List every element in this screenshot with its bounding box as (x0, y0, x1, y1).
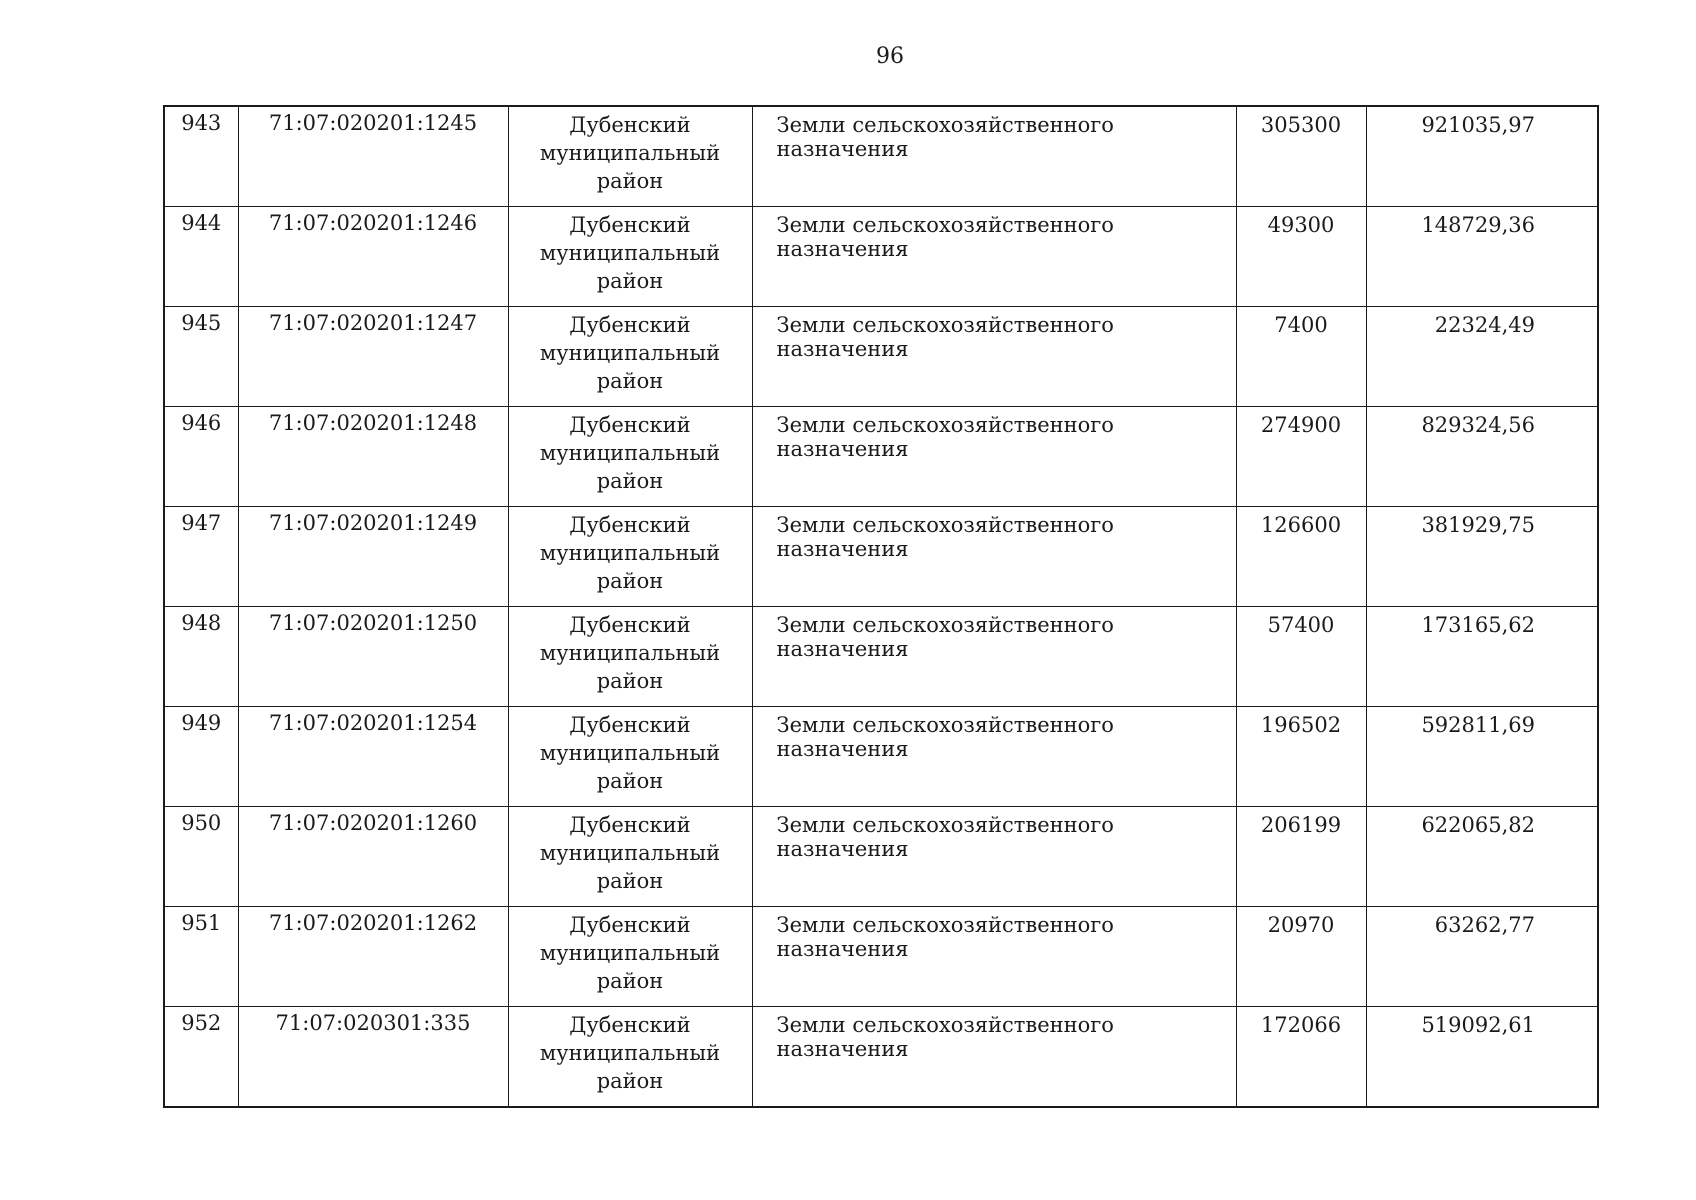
land-category-cell: Земли сельскохозяйственного назначения (752, 607, 1236, 707)
row-number-cell: 952 (164, 1007, 238, 1108)
cadastral-cost-cell: 592811,69 (1366, 707, 1598, 807)
district-cell (508, 907, 752, 1007)
cadastral-cost-cell: 622065,82 (1366, 807, 1598, 907)
cadastral-cost-cell: 173165,62 (1366, 607, 1598, 707)
area-cell: 196502 (1236, 707, 1366, 807)
district-line: Дубенский (569, 413, 691, 437)
row-number-cell: 944 (164, 207, 238, 307)
district-line: муниципальный (539, 341, 721, 365)
district-line: муниципальный (539, 641, 721, 665)
row-number-cell: 950 (164, 807, 238, 907)
district-line: Дубенский (569, 213, 691, 237)
area-cell: 126600 (1236, 507, 1366, 607)
land-category-cell: Земли сельскохозяйственного назначения (752, 707, 1236, 807)
row-number-cell: 947 (164, 507, 238, 607)
cadastral-number-cell: 71:07:020201:1260 (238, 807, 508, 907)
district-line: муниципальный (539, 741, 721, 765)
land-category-cell: Земли сельскохозяйственного назначения (752, 907, 1236, 1007)
table-row (164, 507, 1598, 607)
row-number-cell: 948 (164, 607, 238, 707)
district-line: Дубенский (569, 613, 691, 637)
table-row (164, 106, 1598, 207)
row-number-cell: 949 (164, 707, 238, 807)
cadastral-number-cell: 71:07:020201:1254 (238, 707, 508, 807)
district-line: Дубенский (569, 113, 691, 137)
table-row (164, 707, 1598, 807)
district-line: район (596, 769, 664, 793)
district-cell (508, 607, 752, 707)
cadastral-number-cell: 71:07:020301:335 (238, 1007, 508, 1108)
area-cell: 20970 (1236, 907, 1366, 1007)
area-cell: 57400 (1236, 607, 1366, 707)
district-line: район (596, 269, 664, 293)
cadastral-number-cell: 71:07:020201:1249 (238, 507, 508, 607)
district-cell (508, 307, 752, 407)
row-number-cell: 951 (164, 907, 238, 1007)
district-cell (508, 1007, 752, 1108)
cadastral-cost-cell: 22324,49 (1366, 307, 1598, 407)
cadastral-cost-cell: 381929,75 (1366, 507, 1598, 607)
district-cell (508, 507, 752, 607)
land-category-cell: Земли сельскохозяйственного назначения (752, 1007, 1236, 1108)
district-line: Дубенский (569, 313, 691, 337)
row-number-cell: 946 (164, 407, 238, 507)
land-category-cell: Земли сельскохозяйственного назначения (752, 407, 1236, 507)
district-line: Дубенский (569, 713, 691, 737)
land-category-cell: Земли сельскохозяйственного назначения (752, 307, 1236, 407)
page-number: 96 (876, 44, 904, 69)
area-cell: 172066 (1236, 1007, 1366, 1108)
land-category-cell: Земли сельскохозяйственного назначения (752, 807, 1236, 907)
district-cell (508, 407, 752, 507)
district-line: Дубенский (569, 1013, 691, 1037)
area-cell: 206199 (1236, 807, 1366, 907)
table-row (164, 407, 1598, 507)
area-cell: 7400 (1236, 307, 1366, 407)
table-row (164, 807, 1598, 907)
district-line: муниципальный (539, 841, 721, 865)
row-number-cell: 943 (164, 106, 238, 207)
area-cell: 49300 (1236, 207, 1366, 307)
cadastral-number-cell: 71:07:020201:1262 (238, 907, 508, 1007)
area-cell: 274900 (1236, 407, 1366, 507)
district-line: район (596, 469, 664, 493)
district-line: район (596, 869, 664, 893)
table-row (164, 607, 1598, 707)
district-cell (508, 106, 752, 207)
district-line: муниципальный (539, 441, 721, 465)
district-line: муниципальный (539, 241, 721, 265)
district-line: Дубенский (569, 913, 691, 937)
table-row (164, 907, 1598, 1007)
district-cell (508, 207, 752, 307)
district-line: район (596, 569, 664, 593)
district-line: муниципальный (539, 141, 721, 165)
cadastral-cost-cell: 519092,61 (1366, 1007, 1598, 1108)
land-category-cell: Земли сельскохозяйственного назначения (752, 507, 1236, 607)
cadastral-cost-cell: 921035,97 (1366, 106, 1598, 207)
cadastral-cost-cell: 829324,56 (1366, 407, 1598, 507)
cadastral-number-cell: 71:07:020201:1247 (238, 307, 508, 407)
table-row (164, 207, 1598, 307)
district-line: район (596, 669, 664, 693)
district-line: Дубенский (569, 513, 691, 537)
cadastral-number-cell: 71:07:020201:1248 (238, 407, 508, 507)
area-cell: 305300 (1236, 106, 1366, 207)
district-line: район (596, 1069, 664, 1093)
cadastral-cost-cell: 63262,77 (1366, 907, 1598, 1007)
district-line: муниципальный (539, 1041, 721, 1065)
table-row (164, 1007, 1598, 1108)
district-cell (508, 707, 752, 807)
district-line: муниципальный (539, 941, 721, 965)
cadastral-number-cell: 71:07:020201:1246 (238, 207, 508, 307)
district-line: район (596, 969, 664, 993)
row-number-cell: 945 (164, 307, 238, 407)
district-line: район (596, 369, 664, 393)
district-line: район (596, 169, 664, 193)
district-cell (508, 807, 752, 907)
cadastral-cost-cell: 148729,36 (1366, 207, 1598, 307)
land-category-cell: Земли сельскохозяйственного назначения (752, 207, 1236, 307)
district-line: муниципальный (539, 541, 721, 565)
cadastral-number-cell: 71:07:020201:1250 (238, 607, 508, 707)
table-body (164, 106, 1598, 1107)
land-category-cell: Земли сельскохозяйственного назначения (752, 106, 1236, 207)
land-registry-table (163, 105, 1599, 1108)
table-row (164, 307, 1598, 407)
district-line: Дубенский (569, 813, 691, 837)
cadastral-number-cell: 71:07:020201:1245 (238, 106, 508, 207)
